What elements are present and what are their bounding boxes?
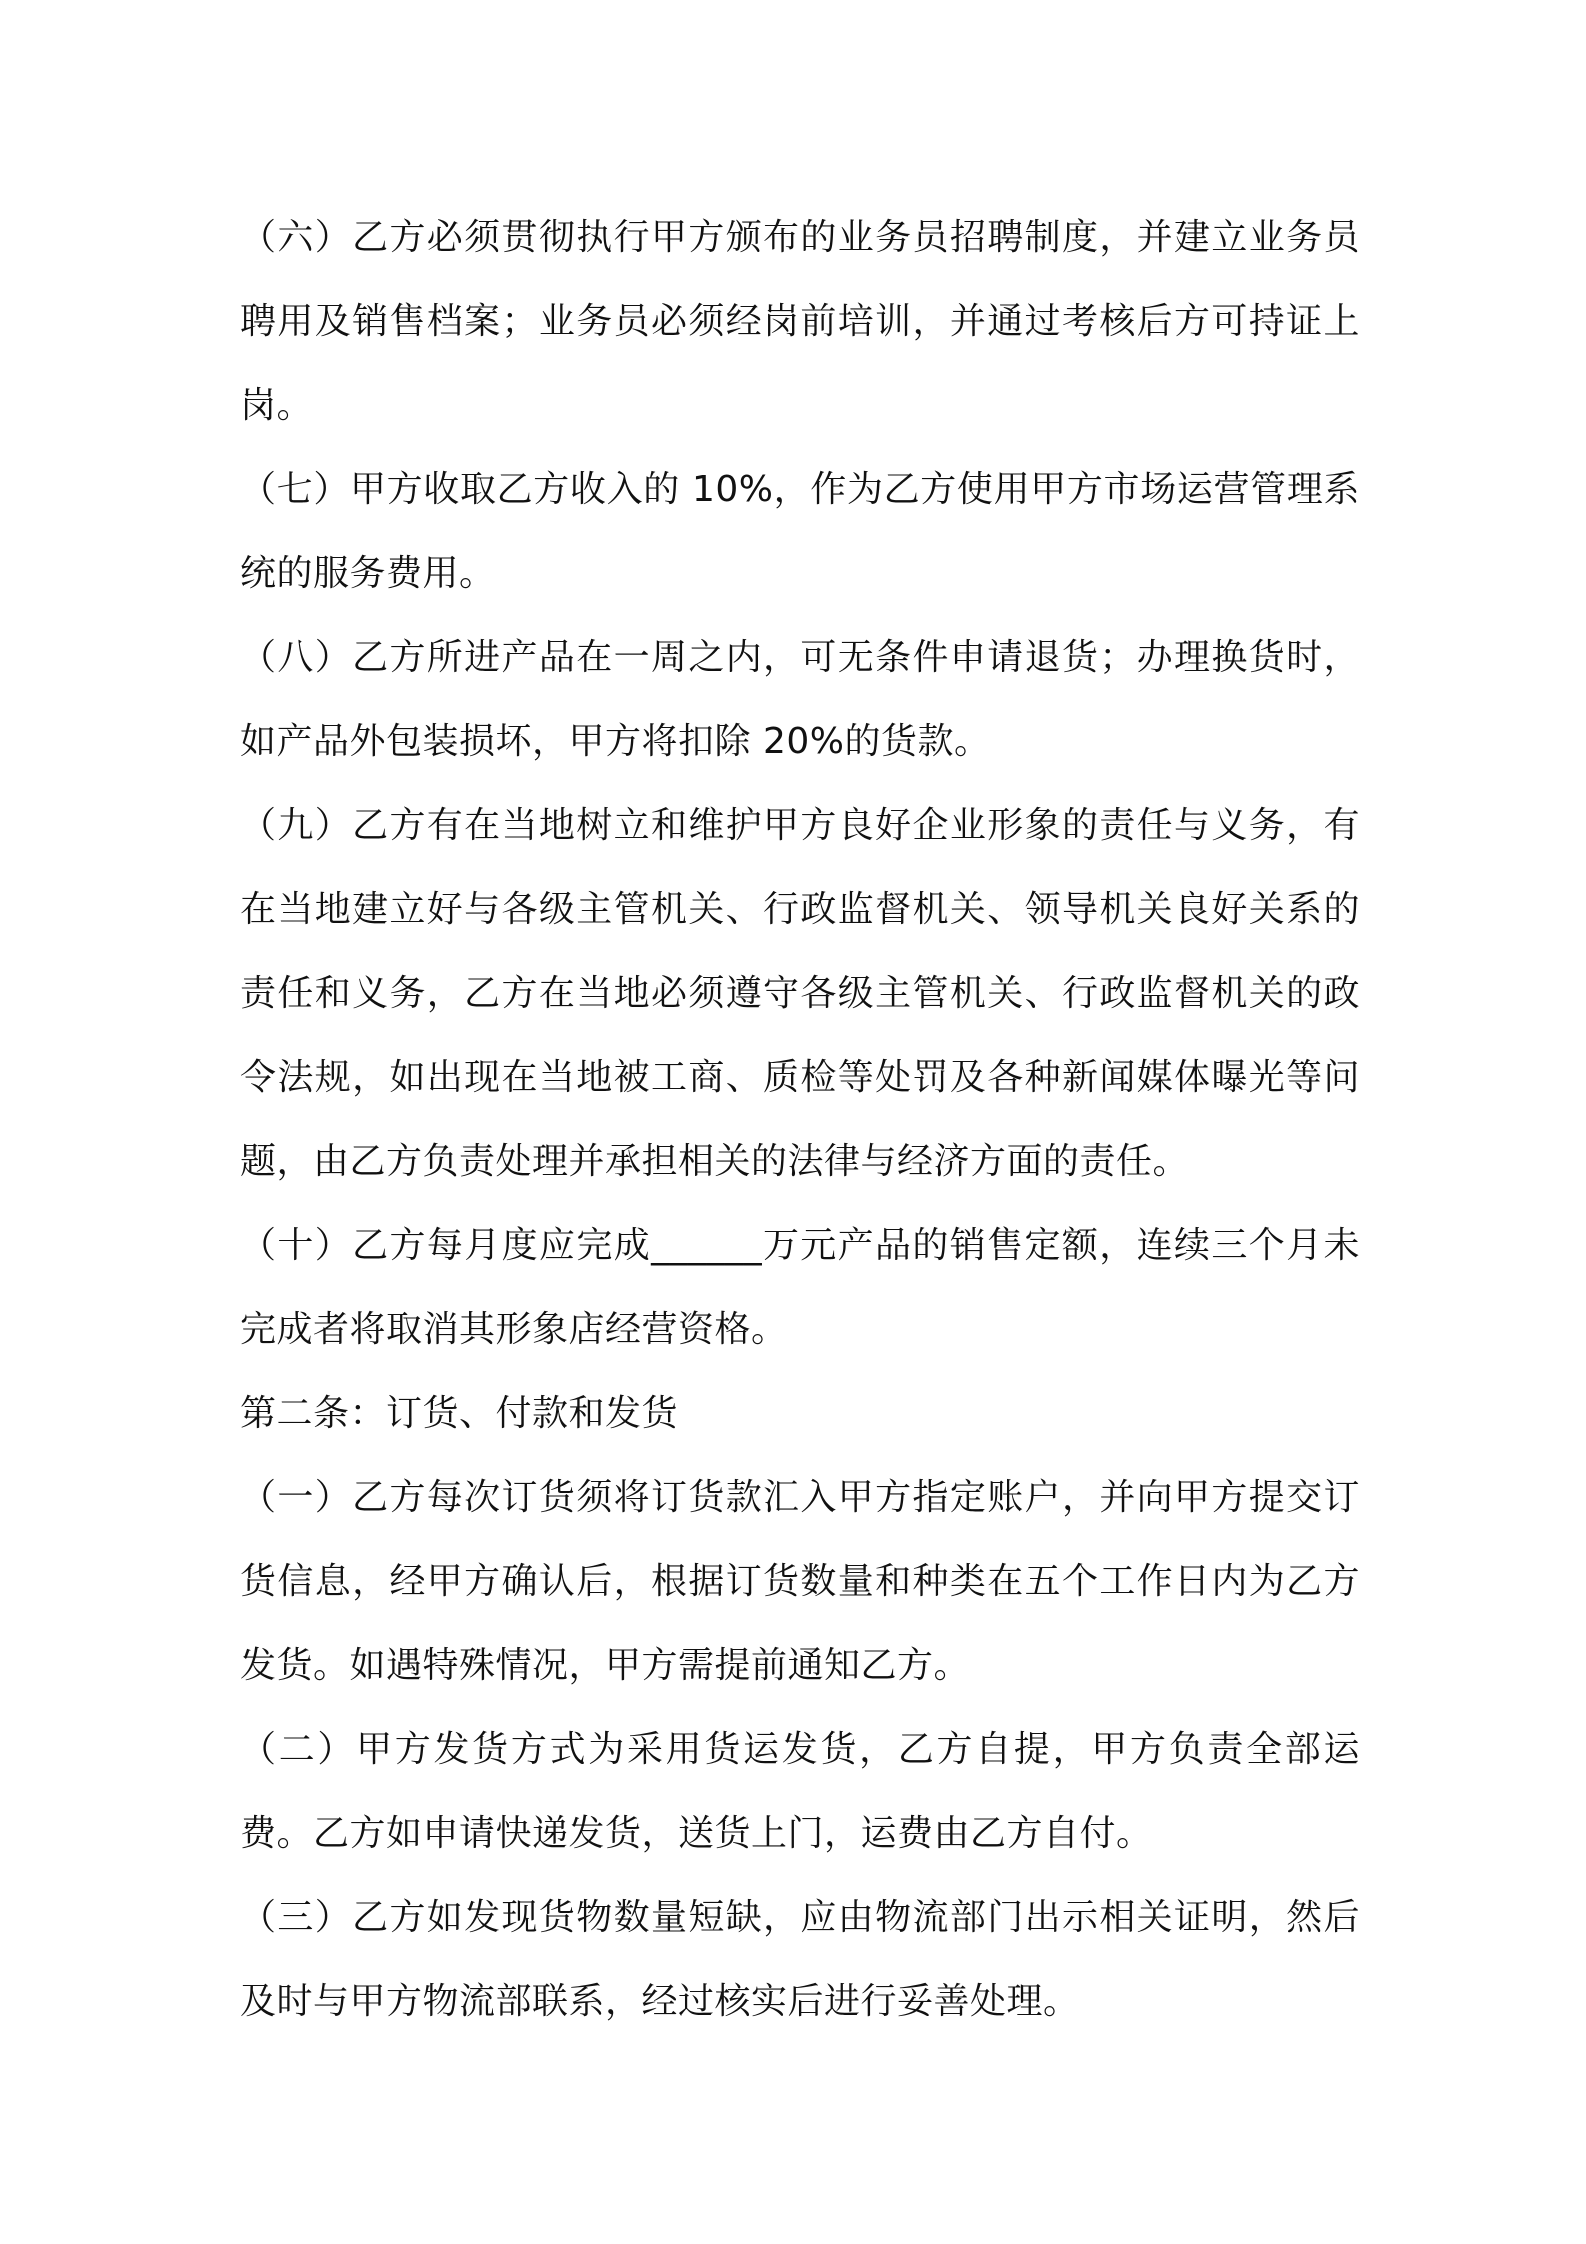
clause-6: （六）乙方必须贯彻执行甲方颁布的业务员招聘制度，并建立业务员聘用及销售档案；业务员必须经岗前培训，并通过考核后方可持证上岗。 (240, 217, 1360, 426)
document-body (240, 196, 1360, 2044)
clause-8: （八）乙方所进产品在一周之内，可无条件申请退货；办理换货时，如产品外包装损坏，甲方将扣除 20%的货款。 (240, 637, 1360, 762)
article-2-clause-1: （一）乙方每次订货须将订货款汇入甲方指定账户，并向甲方提交订货信息，经甲方确认后，根据订货数量和种类在五个工作日内为乙方发货。如遇特殊情况，甲方需提前通知乙方。 (240, 1477, 1360, 1686)
article-2-clause-2: （二）甲方发货方式为采用货运发货，乙方自提，甲方负责全部运费。乙方如申请快递发货，送货上门，运费由乙方自付。 (240, 1729, 1360, 1854)
article-2-clause-3: （三）乙方如发现货物数量短缺，应由物流部门出示相关证明，然后及时与甲方物流部联系，经过核实后进行妥善处理。 (240, 1897, 1360, 2022)
clause-10: （十）乙方每月度应完成______万元产品的销售定额，连续三个月未完成者将取消其形象店经营资格。 (240, 1225, 1360, 1350)
section-heading-article-2: 第二条：订货、付款和发货 (240, 1393, 679, 1434)
clause-7: （七）甲方收取乙方收入的 10%，作为乙方使用甲方市场运营管理系统的服务费用。 (240, 469, 1360, 594)
clause-9: （九）乙方有在当地树立和维护甲方良好企业形象的责任与义务，有在当地建立好与各级主管机关、行政监督机关、领导机关良好关系的责任和义务，乙方在当地必须遵守各级主管机关、行政监督机关的政令法规，如出现在当地被工商、质检等处罚及各种新闻媒体曝光等问题，由乙方负责处理并承担相关的法律与经济方面的责任。 (240, 805, 1360, 1182)
